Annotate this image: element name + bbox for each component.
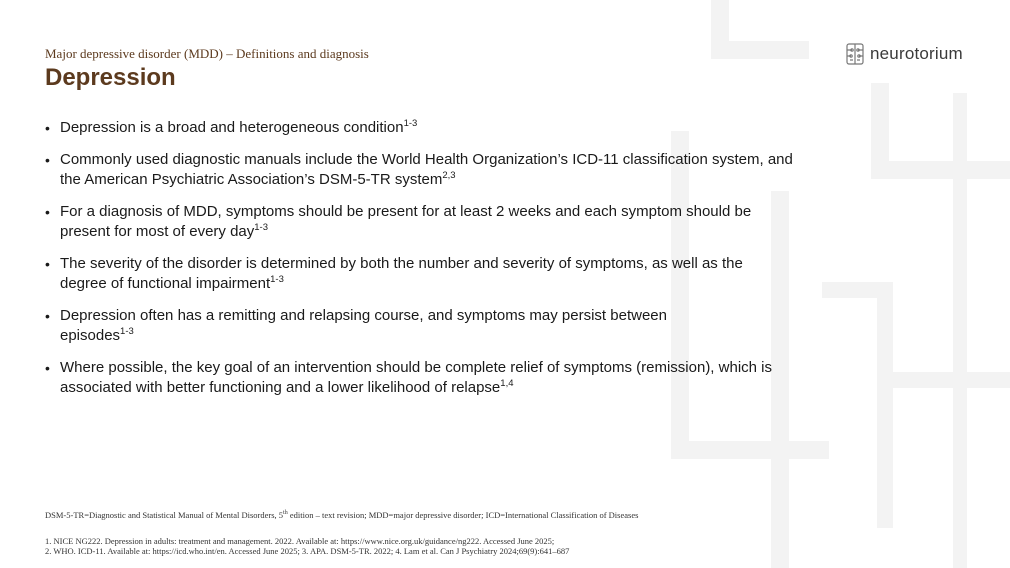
references bbox=[45, 536, 965, 556]
bullet-text: Depression is a broad and heterogeneous condition bbox=[60, 119, 404, 136]
reference-line: 1. NICE NG222. Depression in adults: treatment and management. 2022. Available at: https://www.nice.org.uk/guidance/ng222. Accessed June 2025; bbox=[45, 536, 555, 546]
bullet-item bbox=[45, 202, 815, 242]
brand-logo bbox=[845, 42, 963, 66]
bullet-text: Commonly used diagnostic manuals include the World Health Organization’s ICD-11 classification system, and the American Psychiatric Association’s DSM-5-TR system bbox=[60, 151, 793, 188]
bullet-item bbox=[45, 150, 815, 190]
abbrev-sup: th bbox=[283, 510, 288, 517]
bullet-ref: 1-3 bbox=[270, 274, 284, 285]
page-title: Depression bbox=[45, 64, 176, 91]
bullet-text: The severity of the disorder is determined by both the number and severity of symptoms, as well as the degree of functional impairment bbox=[60, 255, 743, 292]
abbrev-text: DSM-5-TR=Diagnostic and Statistical Manual of Mental Disorders, 5 bbox=[45, 510, 284, 520]
bullet-ref: 1,4 bbox=[500, 378, 514, 389]
section-subtitle: Major depressive disorder (MDD) – Definitions and diagnosis bbox=[45, 46, 369, 61]
bullet-item bbox=[45, 306, 815, 346]
brain-icon bbox=[845, 42, 865, 66]
bullet-item bbox=[45, 118, 815, 138]
bullet-ref: 1-3 bbox=[120, 326, 134, 337]
bullet-ref: 1-3 bbox=[254, 222, 268, 233]
bullet-item bbox=[45, 358, 815, 398]
bullet-item bbox=[45, 254, 815, 294]
bullet-text: For a diagnosis of MDD, symptoms should be present for at least 2 weeks and each symptom should be present for most of every day bbox=[60, 203, 752, 240]
bullet-list bbox=[45, 118, 815, 410]
abbreviations-footnote bbox=[45, 510, 965, 520]
logo-text: neurotorium bbox=[870, 44, 963, 63]
reference-line: 2. WHO. ICD-11. Available at: https://icd.who.int/en. Accessed June 2025; 3. APA. DSM-5-TR. 2022; 4. Lam et al. Can J Psychiatry 2024;69(9):641–687 bbox=[45, 546, 570, 556]
abbrev-text-rest: edition – text revision; MDD=major depressive disorder; ICD=International Classification of Diseases bbox=[287, 510, 639, 520]
bullet-text: Where possible, the key goal of an intervention should be complete relief of symptoms (remission), which is associated with better functioning and a lower likelihood of relapse bbox=[60, 359, 772, 396]
bullet-ref: 2,3 bbox=[442, 170, 456, 181]
bullet-ref: 1-3 bbox=[403, 118, 418, 129]
bullet-text: Depression often has a remitting and relapsing course, and symptoms may persist between episodes bbox=[60, 307, 667, 344]
